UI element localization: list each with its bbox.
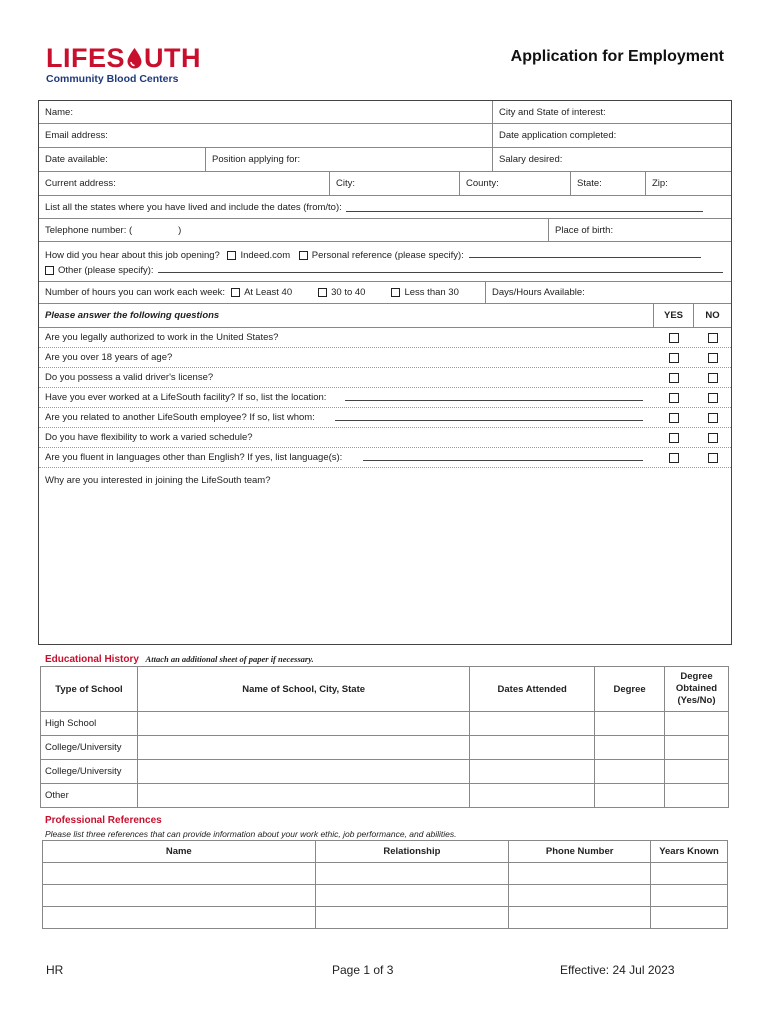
education-input-cell[interactable]: [595, 712, 665, 736]
question-answer-blank[interactable]: [335, 412, 643, 421]
school-type-cell: High School: [41, 712, 138, 736]
col-ref-years: Years Known: [651, 841, 728, 863]
footer-page-number: Page 1 of 3: [332, 963, 394, 977]
states-lived-field[interactable]: List all the states where you have lived and include the dates (from/to):: [39, 196, 731, 218]
reference-input-cell[interactable]: [43, 907, 316, 929]
no-checkbox[interactable]: [708, 453, 718, 463]
education-input-cell[interactable]: [137, 712, 469, 736]
question-text: Have you ever worked at a LifeSouth facility? If so, list the location:: [45, 392, 327, 403]
why-interested-label: Why are you interested in joining the LifeSouth team?: [45, 475, 271, 486]
education-input-cell[interactable]: [595, 784, 665, 808]
reference-input-cell[interactable]: [509, 907, 651, 929]
references-table: [42, 840, 728, 929]
col-degree-obtained: Degree Obtained (Yes/No): [665, 667, 729, 712]
yes-checkbox[interactable]: [669, 353, 679, 363]
zip-field[interactable]: Zip:: [645, 172, 731, 195]
question-row: [39, 408, 731, 428]
no-checkbox[interactable]: [708, 413, 718, 423]
education-row: [41, 712, 729, 736]
yes-checkbox[interactable]: [669, 393, 679, 403]
no-checkbox[interactable]: [708, 333, 718, 343]
education-row: [41, 760, 729, 784]
col-ref-name: Name: [43, 841, 316, 863]
education-input-cell[interactable]: [665, 736, 729, 760]
education-input-cell[interactable]: [137, 760, 469, 784]
question-text: Are you over 18 years of age?: [45, 352, 173, 363]
reference-input-cell[interactable]: [651, 863, 728, 885]
col-type-of-school: Type of School: [41, 667, 138, 712]
row-address: [39, 172, 731, 196]
hours-40-checkbox[interactable]: [231, 288, 240, 297]
blood-drop-icon: [126, 47, 143, 69]
hours-field: Number of hours you can work each week: At Least 40 30 to 40 Less than 30: [45, 287, 459, 298]
reference-input-cell[interactable]: [509, 863, 651, 885]
education-row: [41, 736, 729, 760]
hours-less-30-checkbox[interactable]: [391, 288, 400, 297]
yes-checkbox[interactable]: [669, 433, 679, 443]
row-email: [39, 124, 731, 148]
no-checkbox[interactable]: [708, 433, 718, 443]
education-input-cell[interactable]: [665, 760, 729, 784]
personal-reference-blank[interactable]: [469, 249, 701, 258]
education-table: [40, 666, 729, 808]
question-answer-blank[interactable]: [345, 392, 643, 401]
name-field[interactable]: Name:: [45, 106, 73, 118]
email-field[interactable]: Email address:: [45, 130, 108, 141]
why-interested-area[interactable]: [39, 489, 731, 643]
question-text: Are you legally authorized to work in the United States?: [45, 332, 279, 343]
question-row: [39, 348, 731, 368]
col-school-name: Name of School, City, State: [137, 667, 469, 712]
logo-subtitle: Community Blood Centers: [46, 73, 179, 85]
city-field[interactable]: City:: [329, 172, 459, 195]
education-input-cell[interactable]: [470, 760, 595, 784]
col-dates-attended: Dates Attended: [470, 667, 595, 712]
states-lived-blank[interactable]: [346, 203, 703, 212]
education-header-row: [41, 667, 729, 712]
no-checkbox[interactable]: [708, 393, 718, 403]
question-answer-blank[interactable]: [363, 452, 643, 461]
hours-30-40-checkbox[interactable]: [318, 288, 327, 297]
reference-row: [43, 885, 728, 907]
col-ref-phone: Phone Number: [509, 841, 651, 863]
education-input-cell[interactable]: [137, 784, 469, 808]
question-text: Do you have flexibility to work a varied schedule?: [45, 432, 253, 443]
education-input-cell[interactable]: [595, 760, 665, 784]
application-form: [38, 100, 732, 645]
referral-line-2: Other (please specify):: [45, 264, 723, 276]
question-row: [39, 448, 731, 468]
no-checkbox[interactable]: [708, 373, 718, 383]
no-column-header: NO: [693, 304, 731, 327]
reference-input-cell[interactable]: [651, 885, 728, 907]
row-hours: [39, 282, 731, 304]
col-degree: Degree: [595, 667, 665, 712]
position-field[interactable]: Position applying for:: [205, 148, 492, 171]
state-field[interactable]: State:: [570, 172, 645, 195]
references-header-row: [43, 841, 728, 863]
question-text: Do you possess a valid driver's license?: [45, 372, 214, 383]
county-field[interactable]: County:: [459, 172, 570, 195]
row-states-lived: [39, 196, 731, 219]
yes-checkbox[interactable]: [669, 413, 679, 423]
education-input-cell[interactable]: [470, 712, 595, 736]
yes-checkbox[interactable]: [669, 373, 679, 383]
education-row: [41, 784, 729, 808]
telephone-field[interactable]: Telephone number: ( ): [45, 224, 182, 236]
reference-input-cell[interactable]: [315, 907, 509, 929]
referral-line-1: How did you hear about this job opening? Indeed.com Personal reference (please specify):: [45, 249, 701, 261]
footer-left: HR: [46, 963, 64, 977]
reference-input-cell[interactable]: [509, 885, 651, 907]
reference-input-cell[interactable]: [315, 885, 509, 907]
questions-heading: Please answer the following questions: [45, 310, 220, 321]
education-input-cell[interactable]: [665, 712, 729, 736]
personal-reference-checkbox[interactable]: [299, 251, 308, 260]
row-name: [39, 101, 731, 124]
education-input-cell[interactable]: [137, 736, 469, 760]
footer-effective-date: Effective: 24 Jul 2023: [560, 963, 675, 977]
row-availability: [39, 148, 731, 172]
salary-field[interactable]: Salary desired:: [492, 148, 731, 171]
page-title: Application for Employment: [510, 48, 724, 65]
lifesouth-logo: [46, 44, 201, 85]
yes-checkbox[interactable]: [669, 333, 679, 343]
place-of-birth-field[interactable]: Place of birth:: [548, 219, 731, 241]
references-title: Professional References: [45, 815, 162, 826]
question-row: [39, 328, 731, 348]
reference-input-cell[interactable]: [43, 863, 316, 885]
education-heading: Educational History Attach an additional sheet of paper if necessary.: [45, 654, 314, 665]
reference-input-cell[interactable]: [315, 863, 509, 885]
other-referral-blank[interactable]: [158, 264, 723, 273]
education-input-cell[interactable]: [470, 784, 595, 808]
reference-row: [43, 907, 728, 929]
yes-checkbox[interactable]: [669, 453, 679, 463]
days-hours-field[interactable]: Days/Hours Available:: [485, 282, 731, 303]
date-available-field[interactable]: Date available:: [45, 154, 108, 165]
school-type-cell: College/University: [41, 736, 138, 760]
reference-input-cell[interactable]: [651, 907, 728, 929]
no-checkbox[interactable]: [708, 353, 718, 363]
references-note: Please list three references that can provide information about your work ethic, job performance, and abilities.: [45, 829, 457, 839]
reference-row: [43, 863, 728, 885]
education-input-cell[interactable]: [665, 784, 729, 808]
logo-text-left: LIFES: [46, 43, 126, 73]
current-address-field[interactable]: Current address:: [45, 178, 116, 189]
indeed-checkbox[interactable]: [227, 251, 236, 260]
questions-header: [39, 304, 731, 328]
school-type-cell: College/University: [41, 760, 138, 784]
col-ref-relationship: Relationship: [315, 841, 509, 863]
school-type-cell: Other: [41, 784, 138, 808]
question-row: [39, 388, 731, 408]
date-completed-field[interactable]: Date application completed:: [492, 124, 731, 147]
question-text: Are you related to another LifeSouth employee? If so, list whom:: [45, 412, 315, 423]
question-text: Are you fluent in languages other than English? If yes, list language(s):: [45, 452, 343, 463]
education-input-cell[interactable]: [595, 736, 665, 760]
reference-input-cell[interactable]: [43, 885, 316, 907]
row-telephone: [39, 219, 731, 242]
other-referral-checkbox[interactable]: [45, 266, 54, 275]
yes-column-header: YES: [653, 304, 693, 327]
question-row: [39, 428, 731, 448]
row-referral: [39, 242, 731, 282]
city-state-interest-field[interactable]: City and State of interest:: [492, 101, 731, 123]
education-input-cell[interactable]: [470, 736, 595, 760]
logo-text-right: UTH: [144, 43, 202, 73]
question-row: [39, 368, 731, 388]
questions-list: [39, 328, 731, 470]
